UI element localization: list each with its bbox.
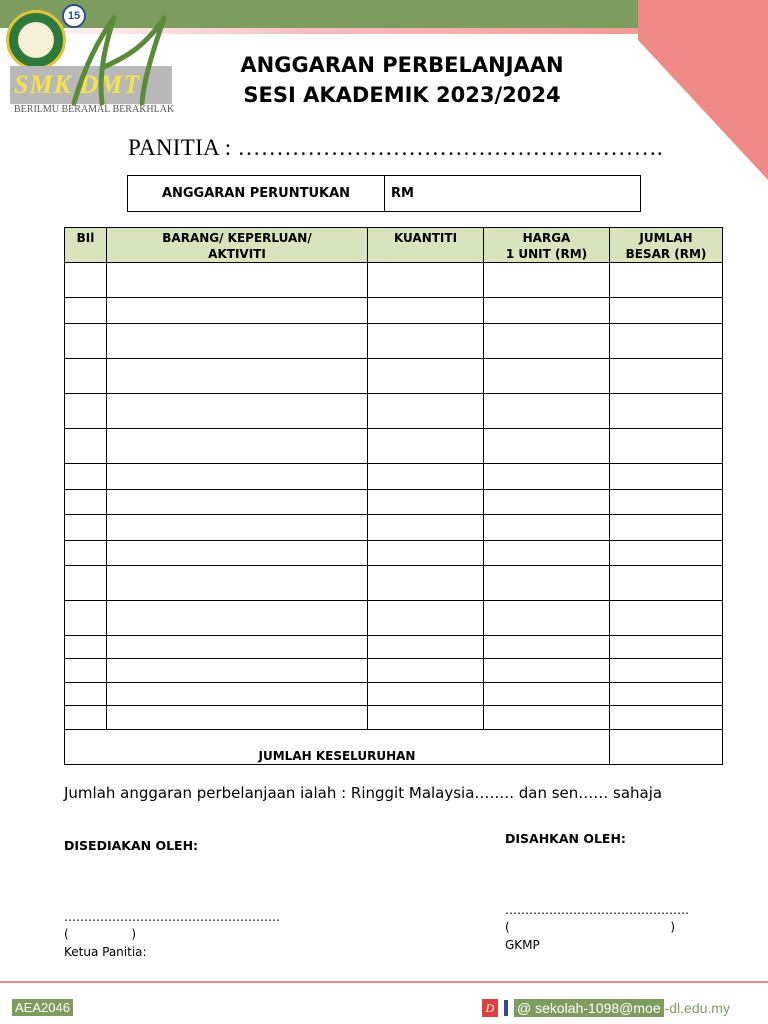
document-icon: D [482,999,498,1017]
table-row [65,324,723,359]
logo-wordmark: SMK DMT [14,70,141,99]
footer-divider [0,981,768,983]
allocation-label: ANGGARAN PERUNTUKAN [128,176,385,211]
table-row [65,566,723,601]
prepared-by-role: Ketua Panitia: [64,945,147,959]
table-row [65,464,723,490]
table-row [65,429,723,464]
budget-table [64,227,723,765]
table-row [65,659,723,683]
footer-contact [482,997,730,1019]
allocation-box [127,175,641,212]
footer-email: @ sekolah-1098@moe [514,999,664,1017]
document-code: AEA2046 [12,999,73,1016]
panitia-field: PANITIA : ………………………………………………. [128,135,663,160]
school-motto: BERILMU BERAMAL BERAKHLAK [14,104,175,115]
document-title-line1: ANGGARAN PERBELANJAAN [240,53,564,77]
prepared-by-heading: DISEDIAKAN OLEH: [64,838,199,853]
footer-email-domain: -dl.edu.my [664,1000,730,1016]
table-row [65,706,723,730]
bookmark-icon [504,1000,508,1016]
document-title-line2: SESI AKADEMIK 2023/2024 [243,83,561,107]
approved-by-name-brackets: ( ) [505,920,675,934]
table-row [65,263,723,298]
prepared-by-name-brackets: ( ) [64,927,136,941]
amount-in-words: Jumlah anggaran perbelanjaan ialah : Ringgit Malaysia…….. dan sen…… sahaja [64,784,663,802]
table-row [65,298,723,324]
prepared-by-signature-line: ……………………………………………… [64,910,280,924]
approved-by-role: GKMP [505,938,540,952]
total-value-cell [610,730,723,765]
table-row [65,359,723,394]
table-row [65,490,723,515]
table-row [65,541,723,566]
col-header-quantity: KUANTITI [368,228,484,263]
allocation-value: RM [391,186,414,201]
col-header-total: JUMLAH BESAR (RM) [610,228,723,263]
approved-by-signature-line: ………………………………………. [505,903,689,917]
table-row [65,515,723,541]
table-row [65,683,723,706]
logo-badge: 15 [62,4,86,28]
table-total-row [65,730,723,765]
logo-script-icon [44,8,174,108]
col-header-item: BARANG/ KEPERLUAN/ AKTIVITI [107,228,368,263]
col-header-unit-price: HARGA 1 UNIT (RM) [484,228,610,263]
approved-by-heading: DISAHKAN OLEH: [505,831,626,846]
table-row [65,636,723,659]
table-row [65,601,723,636]
school-logo [4,2,182,126]
table-row [65,394,723,429]
col-header-bil: BIl [65,228,107,263]
table-header-row [65,228,723,263]
total-label: JUMLAH KESELURUHAN [65,730,610,765]
